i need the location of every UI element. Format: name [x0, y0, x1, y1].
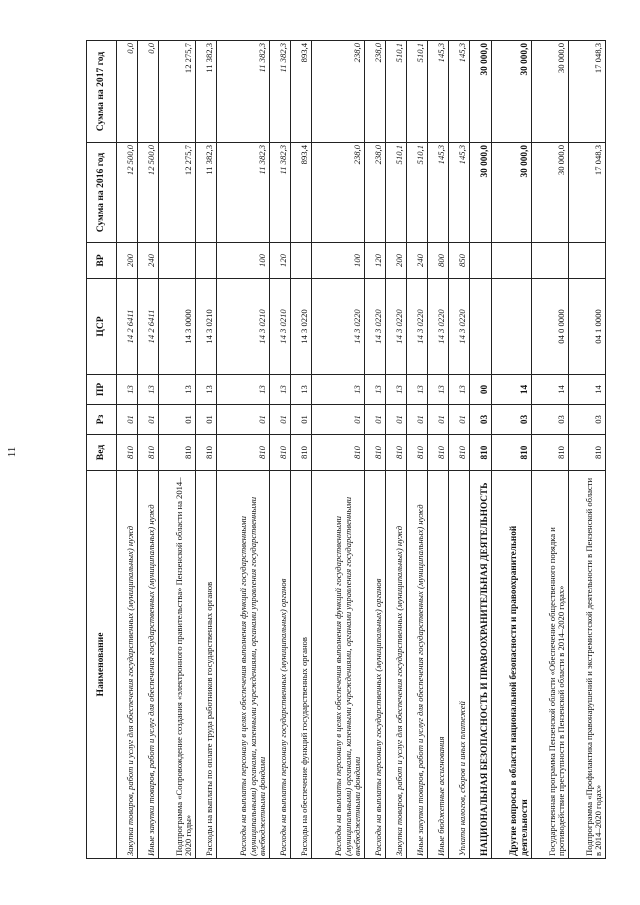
- table-row: [386, 41, 407, 859]
- table-row: [291, 41, 312, 859]
- cell-ved: 810: [568, 435, 605, 471]
- cell-ved: 810: [492, 435, 532, 471]
- cell-y2017: 238,0: [365, 41, 386, 143]
- cell-name: Подпрограмма «Сопровождение создания «электронного правительства» Пензенской области на 2014–2020 годы»: [159, 471, 196, 859]
- cell-y2016: 145,3: [449, 143, 470, 243]
- cell-y2016: 17 048,3: [568, 143, 605, 243]
- cell-ved: 810: [117, 435, 138, 471]
- table-row: [217, 41, 270, 859]
- cell-y2017: 145,3: [449, 41, 470, 143]
- table-row: [312, 41, 365, 859]
- cell-csr: 14 3 0210: [217, 279, 270, 375]
- cell-rz: 01: [449, 405, 470, 435]
- cell-rz: 03: [568, 405, 605, 435]
- cell-csr: 14 2 6411: [117, 279, 138, 375]
- budget-table-page: [86, 41, 606, 859]
- cell-y2017: 30 000,0: [492, 41, 532, 143]
- table-body: [117, 41, 606, 859]
- cell-csr: 14 3 0000: [159, 279, 196, 375]
- cell-vr: [196, 243, 217, 279]
- cell-ved: 810: [291, 435, 312, 471]
- header-ved: Вед: [87, 435, 117, 471]
- cell-csr: 14 3 0220: [407, 279, 428, 375]
- cell-y2017: 17 048,3: [568, 41, 605, 143]
- cell-vr: [291, 243, 312, 279]
- cell-vr: 200: [117, 243, 138, 279]
- budget-table: [86, 40, 606, 859]
- cell-rz: 03: [492, 405, 532, 435]
- cell-vr: 120: [365, 243, 386, 279]
- cell-rz: 01: [117, 405, 138, 435]
- cell-csr: 14 3 0220: [386, 279, 407, 375]
- cell-vr: [568, 243, 605, 279]
- cell-y2017: 30 000,0: [470, 41, 492, 143]
- cell-ved: 810: [531, 435, 568, 471]
- cell-ved: 810: [470, 435, 492, 471]
- cell-name: Расходы на выплаты персоналу государственных (муниципальных) органов: [365, 471, 386, 859]
- cell-csr: 14 2 6411: [138, 279, 159, 375]
- cell-ved: 810: [270, 435, 291, 471]
- cell-y2016: 30 000,0: [531, 143, 568, 243]
- cell-vr: 800: [428, 243, 449, 279]
- cell-y2017: 510,1: [386, 41, 407, 143]
- cell-ved: 810: [217, 435, 270, 471]
- cell-pr: 13: [217, 375, 270, 405]
- cell-name: Расходы на обеспечение функций государственных органов: [291, 471, 312, 859]
- cell-name: НАЦИОНАЛЬНАЯ БЕЗОПАСНОСТЬ И ПРАВООХРАНИТЕЛЬНАЯ ДЕЯТЕЛЬНОСТЬ: [470, 471, 492, 859]
- cell-pr: 13: [428, 375, 449, 405]
- cell-csr: 14 3 0220: [449, 279, 470, 375]
- cell-vr: [470, 243, 492, 279]
- table-row: [407, 41, 428, 859]
- cell-pr: 13: [291, 375, 312, 405]
- cell-ved: 810: [138, 435, 159, 471]
- cell-y2017: 0,0: [138, 41, 159, 143]
- cell-csr: 14 3 0220: [312, 279, 365, 375]
- cell-pr: 14: [531, 375, 568, 405]
- cell-rz: 01: [407, 405, 428, 435]
- table-row: [568, 41, 605, 859]
- cell-vr: 100: [312, 243, 365, 279]
- table-row: [196, 41, 217, 859]
- cell-csr: [470, 279, 492, 375]
- cell-name: Иные закупки товаров, работ и услуг для обеспечения государственных (муниципальных) нужд: [138, 471, 159, 859]
- cell-pr: 14: [492, 375, 532, 405]
- cell-csr: 14 3 0210: [196, 279, 217, 375]
- cell-csr: 14 3 0220: [291, 279, 312, 375]
- cell-ved: 810: [196, 435, 217, 471]
- cell-y2017: 893,4: [291, 41, 312, 143]
- cell-pr: 13: [365, 375, 386, 405]
- cell-pr: 13: [312, 375, 365, 405]
- header-name: Наименование: [87, 471, 117, 859]
- cell-name: Иные бюджетные ассигнования: [428, 471, 449, 859]
- page-number: 11: [6, 446, 18, 458]
- cell-rz: 01: [365, 405, 386, 435]
- cell-rz: 01: [138, 405, 159, 435]
- cell-y2016: 510,1: [407, 143, 428, 243]
- cell-y2016: 238,0: [312, 143, 365, 243]
- cell-rz: 01: [217, 405, 270, 435]
- cell-rz: 01: [291, 405, 312, 435]
- cell-pr: 13: [386, 375, 407, 405]
- cell-rz: 01: [312, 405, 365, 435]
- cell-csr: 14 3 0220: [365, 279, 386, 375]
- cell-pr: 13: [159, 375, 196, 405]
- cell-pr: 14: [568, 375, 605, 405]
- cell-name: Расходы на выплаты персоналу в целях обеспечения выполнения функций государственными (муниципальными) органами, казенными учреждениями, органами управления государственными внебюджетными фондами: [217, 471, 270, 859]
- cell-pr: 13: [196, 375, 217, 405]
- cell-y2016: 12 275,7: [159, 143, 196, 243]
- cell-vr: [159, 243, 196, 279]
- table-row: [531, 41, 568, 859]
- cell-y2016: 893,4: [291, 143, 312, 243]
- cell-ved: 810: [428, 435, 449, 471]
- cell-name: Закупка товаров, работ и услуг для обеспечения государственных (муниципальных) нужд: [386, 471, 407, 859]
- cell-pr: 13: [407, 375, 428, 405]
- cell-name: Иные закупки товаров, работ и услуг для обеспечения государственных (муниципальных) нужд: [407, 471, 428, 859]
- cell-y2017: 145,3: [428, 41, 449, 143]
- cell-y2016: 11 382,3: [217, 143, 270, 243]
- cell-name: Расходы на выплаты по оплате труда работников государственных органов: [196, 471, 217, 859]
- cell-pr: 13: [138, 375, 159, 405]
- cell-y2016: 12 500,0: [117, 143, 138, 243]
- cell-pr: 00: [470, 375, 492, 405]
- cell-vr: 120: [270, 243, 291, 279]
- cell-csr: 14 3 0220: [428, 279, 449, 375]
- cell-y2016: 11 382,3: [270, 143, 291, 243]
- cell-vr: 200: [386, 243, 407, 279]
- cell-y2017: 510,1: [407, 41, 428, 143]
- cell-y2017: 11 382,3: [217, 41, 270, 143]
- cell-csr: 04 1 0000: [568, 279, 605, 375]
- cell-y2016: 238,0: [365, 143, 386, 243]
- cell-y2017: 11 382,3: [270, 41, 291, 143]
- cell-y2016: 30 000,0: [470, 143, 492, 243]
- table-row: [428, 41, 449, 859]
- cell-rz: 01: [428, 405, 449, 435]
- cell-pr: 13: [117, 375, 138, 405]
- cell-rz: 01: [386, 405, 407, 435]
- cell-csr: 14 3 0210: [270, 279, 291, 375]
- cell-y2016: 145,3: [428, 143, 449, 243]
- table-row: [138, 41, 159, 859]
- cell-vr: [531, 243, 568, 279]
- cell-ved: 810: [365, 435, 386, 471]
- header-pr: ПР: [87, 375, 117, 405]
- cell-name: Закупка товаров, работ и услуг для обеспечения государственных (муниципальных) нужд: [117, 471, 138, 859]
- cell-vr: 240: [138, 243, 159, 279]
- cell-y2016: 12 500,0: [138, 143, 159, 243]
- cell-y2017: 0,0: [117, 41, 138, 143]
- cell-csr: 04 0 0000: [531, 279, 568, 375]
- cell-rz: 03: [470, 405, 492, 435]
- cell-pr: 13: [270, 375, 291, 405]
- table-row: [492, 41, 532, 859]
- table-row: [365, 41, 386, 859]
- header-2017: Сумма на 2017 год: [87, 41, 117, 143]
- cell-y2017: 12 275,7: [159, 41, 196, 143]
- cell-name: Подпрограмма «Профилактика правонарушений и экстремистской деятельности в Пензенской области в 2014–2020 годах»: [568, 471, 605, 859]
- cell-y2016: 510,1: [386, 143, 407, 243]
- cell-y2017: 11 382,3: [196, 41, 217, 143]
- cell-vr: 240: [407, 243, 428, 279]
- cell-csr: [492, 279, 532, 375]
- cell-y2016: 11 382,3: [196, 143, 217, 243]
- table-header-row: [87, 41, 117, 859]
- header-2016: Сумма на 2016 год: [87, 143, 117, 243]
- cell-ved: 810: [386, 435, 407, 471]
- cell-rz: 03: [531, 405, 568, 435]
- header-vr: ВР: [87, 243, 117, 279]
- cell-ved: 810: [159, 435, 196, 471]
- table-row: [270, 41, 291, 859]
- cell-ved: 810: [407, 435, 428, 471]
- table-row: [470, 41, 492, 859]
- cell-name: Расходы на выплаты персоналу государственных (муниципальных) органов: [270, 471, 291, 859]
- cell-y2017: 30 000,0: [531, 41, 568, 143]
- cell-ved: 810: [312, 435, 365, 471]
- table-row: [159, 41, 196, 859]
- cell-name: Государственная программа Пензенской области «Обеспечение общественного порядка и противодействие преступности в Пензенской области в 2014–2020 годах»: [531, 471, 568, 859]
- cell-name: Уплата налогов, сборов и иных платежей: [449, 471, 470, 859]
- cell-name: Расходы на выплаты персоналу в целях обеспечения выполнения функций государственными (муниципальными) органами, казенными учреждениями, органами управления государственными внебюджетными фондами: [312, 471, 365, 859]
- cell-ved: 810: [449, 435, 470, 471]
- table-row: [449, 41, 470, 859]
- cell-y2017: 238,0: [312, 41, 365, 143]
- cell-rz: 01: [159, 405, 196, 435]
- header-rz: Рз: [87, 405, 117, 435]
- cell-vr: 100: [217, 243, 270, 279]
- table-row: [117, 41, 138, 859]
- cell-y2016: 30 000,0: [492, 143, 532, 243]
- cell-rz: 01: [196, 405, 217, 435]
- cell-pr: 13: [449, 375, 470, 405]
- cell-rz: 01: [270, 405, 291, 435]
- cell-vr: [492, 243, 532, 279]
- cell-name: Другие вопросы в области национальной безопасности и правоохранительной деятельности: [492, 471, 532, 859]
- header-csr: ЦСР: [87, 279, 117, 375]
- cell-vr: 850: [449, 243, 470, 279]
